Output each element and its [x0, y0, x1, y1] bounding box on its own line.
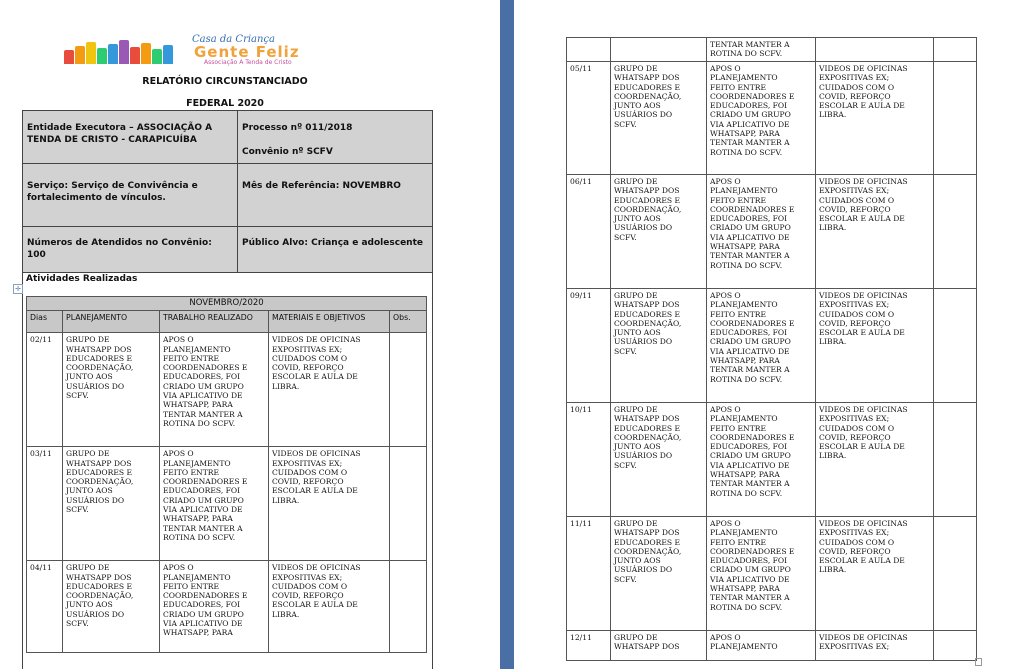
- logo-line-3: Associação A Tenda de Cristo: [204, 59, 292, 66]
- row-materials: VIDEOS DE OFICINAS EXPOSITIVAS EX; CUIDADOS COM O COVID, REFORÇO ESCOLAR E AULA DE LIBRA.: [816, 175, 934, 289]
- column-header-materials: MATERIAIS E OBJETIVOS: [269, 311, 390, 333]
- logo-figure-icon: [86, 42, 96, 64]
- logo-figure-icon: [75, 46, 85, 64]
- row-day: 11/11: [567, 517, 611, 631]
- logo-line-1: Casa da Criança: [192, 34, 276, 45]
- row-work: APOS O PLANEJAMENTO FEITO ENTRE COORDENADORES E EDUCADORES, FOI CRIADO UM GRUPO VIA APLICATIVO DE WHATSAPP, PARA: [160, 561, 269, 653]
- table-row: [567, 289, 977, 403]
- row-obs: [934, 289, 977, 403]
- table-row: [567, 517, 977, 631]
- row-work: APOS O PLANEJAMENTO FEITO ENTRE COORDENADORES E EDUCADORES, FOI CRIADO UM GRUPO VIA APLICATIVO DE WHATSAPP, PARA TENTAR MANTER A ROTINA DO SCFV.: [707, 403, 816, 517]
- activities-heading: Atividades Realizadas: [22, 273, 433, 287]
- column-header-work: TRABALHO REALIZADO: [160, 311, 269, 333]
- column-header-obs: Obs.: [390, 311, 427, 333]
- logo-figure-icon: [141, 43, 151, 64]
- row-work: APOS O PLANEJAMENTO FEITO ENTRE COORDENADORES E EDUCADORES, FOI CRIADO UM GRUPO VIA APLICATIVO DE WHATSAPP, PARA TENTAR MANTER A ROTINA DO SCFV.: [707, 62, 816, 175]
- row-obs: [934, 517, 977, 631]
- row-planning: GRUPO DE WHATSAPP DOS EDUCADORES E COORDENAÇÃO, JUNTO AOS USUÁRIOS DO SCFV.: [63, 333, 160, 447]
- row-day: 03/11: [27, 447, 63, 561]
- header-rule-2: [23, 226, 432, 227]
- row-materials: VIDEOS DE OFICINAS EXPOSITIVAS EX; CUIDADOS COM O COVID, REFORÇO ESCOLAR E AULA DE LIBRA.: [269, 561, 390, 653]
- row-work: APOS O PLANEJAMENTO FEITO ENTRE COORDENADORES E EDUCADORES, FOI CRIADO UM GRUPO VIA APLICATIVO DE WHATSAPP, PARA TENTAR MANTER A ROTINA DO SCFV.: [707, 175, 816, 289]
- row-obs: [934, 631, 977, 661]
- agreement-field: Convênio nº SCFV: [242, 147, 333, 157]
- document-page-1: [0, 0, 440, 669]
- header-rule-1: [23, 163, 432, 164]
- row-planning: GRUPO DE WHATSAPP DOS: [611, 631, 707, 661]
- logo-figure-icon: [119, 40, 129, 64]
- row-materials: [816, 38, 934, 62]
- report-title: RELATÓRIO CIRCUNSTANCIADO: [142, 76, 308, 87]
- paragraph-mark-icon: [975, 658, 982, 666]
- row-obs: [934, 62, 977, 175]
- column-header-planning: PLANEJAMENTO: [63, 311, 160, 333]
- row-work: APOS O PLANEJAMENTO FEITO ENTRE COORDENADORES E EDUCADORES, FOI CRIADO UM GRUPO VIA APLICATIVO DE WHATSAPP, PARA TENTAR MANTER A ROTINA DO SCFV.: [160, 447, 269, 561]
- logo-figure-icon: [64, 50, 74, 64]
- row-materials: VIDEOS DE OFICINAS EXPOSITIVAS EX; CUIDADOS COM O COVID, REFORÇO ESCOLAR E AULA DE LIBRA.: [816, 517, 934, 631]
- row-day: 10/11: [567, 403, 611, 517]
- row-obs: [390, 333, 427, 447]
- report-subtitle: FEDERAL 2020: [186, 98, 264, 109]
- row-day: [567, 38, 611, 62]
- logo-figure-icon: [97, 48, 107, 64]
- table-row: [567, 175, 977, 289]
- row-materials: VIDEOS DE OFICINAS EXPOSITIVAS EX; CUIDADOS COM O COVID, REFORÇO ESCOLAR E AULA DE LIBRA.: [269, 447, 390, 561]
- month-reference-field: Mês de Referência: NOVEMBRO: [242, 181, 401, 191]
- row-obs: [390, 447, 427, 561]
- header-grid: [22, 110, 433, 273]
- row-day: 06/11: [567, 175, 611, 289]
- row-materials: VIDEOS DE OFICINAS EXPOSITIVAS EX; CUIDADOS COM O COVID, REFORÇO ESCOLAR E AULA DE LIBRA.: [816, 289, 934, 403]
- row-work: APOS O PLANEJAMENTO FEITO ENTRE COORDENADORES E EDUCADORES, FOI CRIADO UM GRUPO VIA APLICATIVO DE WHATSAPP, PARA TENTAR MANTER A ROTINA DO SCFV.: [707, 289, 816, 403]
- row-planning: GRUPO DE WHATSAPP DOS EDUCADORES E COORDENAÇÃO, JUNTO AOS USUÁRIOS DO SCFV.: [611, 403, 707, 517]
- row-obs: [934, 403, 977, 517]
- attended-count-field: Números de Atendidos no Convênio: 100: [27, 238, 212, 261]
- process-field: Processo nº 011/2018: [242, 123, 353, 133]
- logo-figure-icon: [152, 49, 162, 64]
- row-planning: [611, 38, 707, 62]
- column-header-days: Dias: [27, 311, 63, 333]
- page-divider: [500, 0, 514, 669]
- row-planning: GRUPO DE WHATSAPP DOS EDUCADORES E COORDENAÇÃO, JUNTO AOS USUÁRIOS DO SCFV.: [611, 62, 707, 175]
- activities-table-left: [26, 296, 427, 653]
- row-obs: [934, 38, 977, 62]
- row-planning: GRUPO DE WHATSAPP DOS EDUCADORES E COORDENAÇÃO, JUNTO AOS USUÁRIOS DO SCFV.: [611, 517, 707, 631]
- row-day: 12/11: [567, 631, 611, 661]
- header-vertical-rule: [237, 111, 238, 272]
- page-gutter: [440, 0, 500, 669]
- row-materials: VIDEOS DE OFICINAS EXPOSITIVAS EX; CUIDADOS COM O COVID, REFORÇO ESCOLAR E AULA DE LIBRA.: [816, 62, 934, 175]
- row-planning: GRUPO DE WHATSAPP DOS EDUCADORES E COORDENAÇÃO, JUNTO AOS USUÁRIOS DO SCFV.: [611, 289, 707, 403]
- logo-figure-icon: [163, 45, 173, 64]
- row-day: 04/11: [27, 561, 63, 653]
- target-audience-field: Público Alvo: Criança e adolescente: [242, 238, 423, 248]
- table-move-handle-icon[interactable]: ✛: [13, 284, 23, 294]
- table-row: [567, 403, 977, 517]
- row-planning: GRUPO DE WHATSAPP DOS EDUCADORES E COORDENAÇÃO, JUNTO AOS USUÁRIOS DO SCFV.: [63, 561, 160, 653]
- row-materials: VIDEOS DE OFICINAS EXPOSITIVAS EX; CUIDADOS COM O COVID, REFORÇO ESCOLAR E AULA DE LIBRA.: [816, 403, 934, 517]
- table-row: [567, 62, 977, 175]
- document-page-2: [514, 0, 1024, 669]
- table-row: [27, 333, 427, 447]
- row-planning: GRUPO DE WHATSAPP DOS EDUCADORES E COORDENAÇÃO, JUNTO AOS USUÁRIOS DO SCFV.: [611, 175, 707, 289]
- row-work: APOS O PLANEJAMENTO FEITO ENTRE COORDENADORES E EDUCADORES, FOI CRIADO UM GRUPO VIA APLICATIVO DE WHATSAPP, PARA TENTAR MANTER A ROTINA DO SCFV.: [160, 333, 269, 447]
- logo-figure-icon: [130, 47, 140, 64]
- row-day: 05/11: [567, 62, 611, 175]
- month-header: NOVEMBRO/2020: [27, 297, 427, 311]
- table-row: [27, 447, 427, 561]
- row-day: 02/11: [27, 333, 63, 447]
- entity-field: Entidade Executora – ASSOCIAÇÃO A TENDA DE CRISTO - CARAPICUÍBA: [27, 123, 213, 146]
- table-row: [567, 631, 977, 661]
- row-planning: GRUPO DE WHATSAPP DOS EDUCADORES E COORDENAÇÃO, JUNTO AOS USUÁRIOS DO SCFV.: [63, 447, 160, 561]
- row-materials: VIDEOS DE OFICINAS EXPOSITIVAS EX; CUIDADOS COM O COVID, REFORÇO ESCOLAR E AULA DE LIBRA.: [269, 333, 390, 447]
- logo-children-icon: [64, 38, 182, 64]
- row-materials: VIDEOS DE OFICINAS EXPOSITIVAS EX;: [816, 631, 934, 661]
- row-work: APOS O PLANEJAMENTO: [707, 631, 816, 661]
- row-day: 09/11: [567, 289, 611, 403]
- row-work: APOS O PLANEJAMENTO FEITO ENTRE COORDENADORES E EDUCADORES, FOI CRIADO UM GRUPO VIA APLICATIVO DE WHATSAPP, PARA TENTAR MANTER A ROTINA DO SCFV.: [707, 517, 816, 631]
- logo-figure-icon: [108, 44, 118, 64]
- logo-line-2: Gente Feliz: [194, 43, 300, 61]
- table-row-continued: [567, 38, 977, 62]
- activities-table-right: [566, 37, 977, 661]
- organization-logo: [64, 36, 398, 66]
- table-row: [27, 561, 427, 653]
- row-obs: [934, 175, 977, 289]
- service-field: Serviço: Serviço de Convivência e fortalecimento de vínculos.: [27, 181, 198, 204]
- row-work: TENTAR MANTER A ROTINA DO SCFV.: [707, 38, 816, 62]
- row-obs: [390, 561, 427, 653]
